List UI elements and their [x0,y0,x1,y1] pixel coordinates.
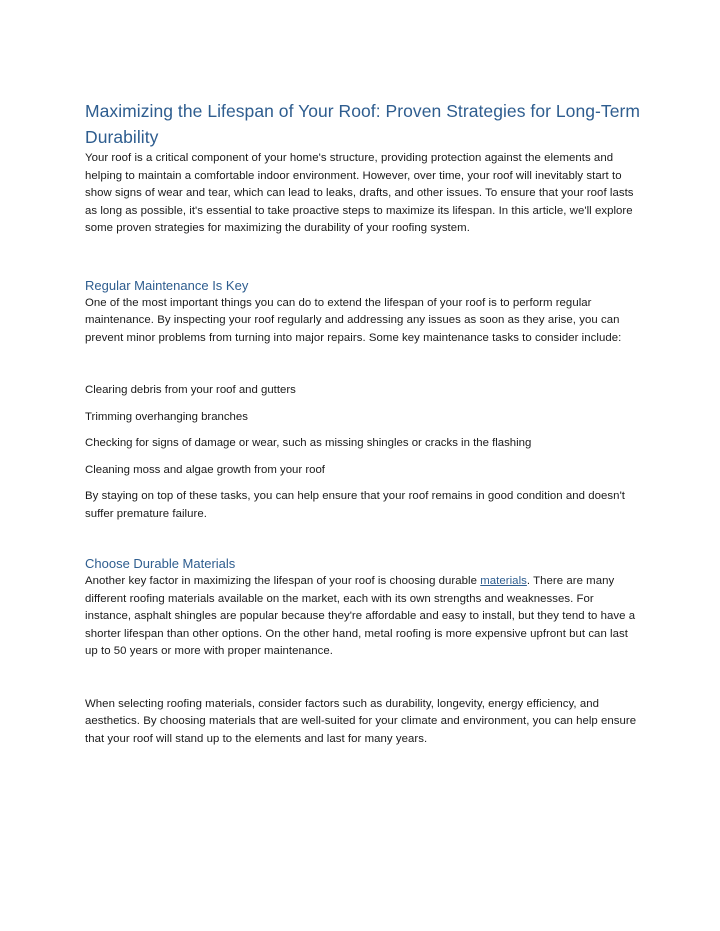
list-item: Checking for signs of damage or wear, such as missing shingles or cracks in the flashing [85,437,532,449]
document-title: Maximizing the Lifespan of Your Roof: Proven Strategies for Long-Term Durability [85,101,640,147]
maintenance-closing-paragraph: By staying on top of these tasks, you can help ensure that your roof remains in good condition and doesn't suffer premature failure. [85,490,626,520]
maintenance-paragraph: One of the most important things you can do to extend the lifespan of your roof is to perform regular maintenance. By inspecting your roof regularly and addressing any issues as soon as they arise, you can prevent minor problems from turning into major repairs. Some key maintenance tasks to consider include: [85,296,622,344]
materials-link[interactable]: materials [480,575,527,587]
materials-text-after-link: . There are many different roofing materials available on the market, each with its own strengths and weaknesses. For instance, asphalt shingles are popular because they're affordable and easy to install, but they tend to have a shorter lifespan than other options. On the other hand, metal roofing is more expensive upfront but can last up to 50 years or more with proper maintenance. [85,575,636,657]
list-item: Clearing debris from your roof and gutters [85,384,296,396]
section-heading-maintenance: Regular Maintenance Is Key [85,277,249,293]
document-page [85,98,640,748]
list-item: Trimming overhanging branches [85,410,248,423]
list-item: Cleaning moss and algae growth from your roof [85,463,325,476]
section-heading-materials: Choose Durable Materials [85,556,236,571]
maintenance-task-list [85,382,640,479]
intro-paragraph: Your roof is a critical component of your home's structure, providing protection against the elements and helping to maintain a comfortable indoor environment. However, over time, your roof will inevitably start to show signs of wear and tear, which can lead to leaks, drafts, and other issues. To ensure that your roof lasts as long as possible, it's essential to take proactive steps to maximize its lifespan. In this article, we'll explore some proven strategies for maximizing the durability of your roofing system. [85,152,634,234]
materials-closing-paragraph: When selecting roofing materials, consider factors such as durability, longevity, energy efficiency, and aesthetics. By choosing materials that are well-suited for your climate and environment, you can help ensure that your roof will stand up to the elements and last for many years. [85,697,637,745]
materials-text-before-link: Another key factor in maximizing the lifespan of your roof is choosing durable [85,575,481,587]
materials-paragraph [85,573,640,661]
